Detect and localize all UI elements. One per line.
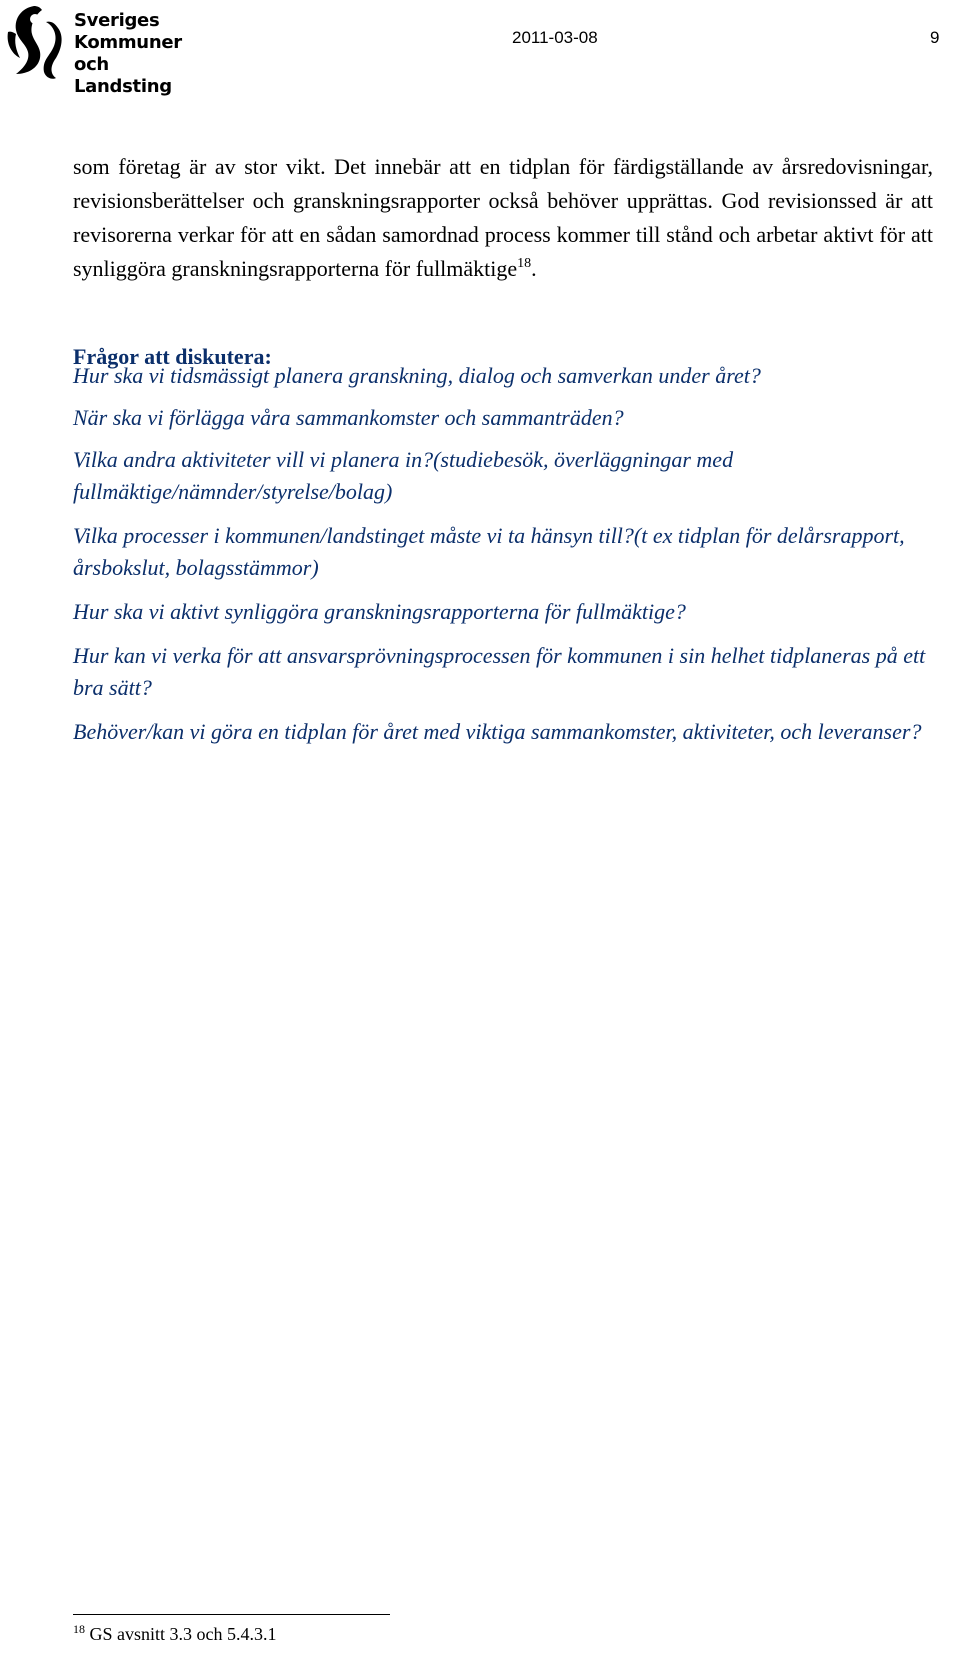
logo-wordmark <box>74 10 194 98</box>
question-item: Hur ska vi aktivt synliggöra granskningsrapporterna för fullmäktige? <box>73 599 686 624</box>
body-paragraph-text: som företag är av stor vikt. Det innebär att en tidplan för färdigställande av årsredovisningar, revisionsberättelser och granskningsrapporter också behöver upprättas. God revisionssed är att revisorerna verkar för att en sådan samordnad process kommer till stånd och arbetar aktivt för att synliggöra granskningsrapporterna för fullmäktige <box>73 154 933 281</box>
header-date: 2011-03-08 <box>512 28 598 47</box>
logo-line-2: Kommuner <box>74 32 182 53</box>
footnote <box>73 1622 277 1646</box>
question-item: Vilka andra aktiviteter vill vi planera in?(studiebesök, överläggningar med fullmäktige/nämnder/styrelse/bolag) <box>73 447 734 504</box>
page-number: 9 <box>930 28 940 47</box>
skl-logo <box>4 2 194 97</box>
footnote-separator <box>73 1614 390 1615</box>
questions-heading: Frågor att diskutera: <box>73 344 272 369</box>
footnote-reference: 18 <box>517 256 532 271</box>
question-item: Behöver/kan vi göra en tidplan för året med viktiga sammankomster, aktiviteter, och leveranser? <box>73 719 922 744</box>
question-item: Vilka processer i kommunen/landstinget måste vi ta hänsyn till?(t ex tidplan för delårsrapport, årsbokslut, bolagsstämmor) <box>73 523 905 580</box>
question-item: När ska vi förlägga våra sammankomster och sammanträden? <box>73 405 624 430</box>
logo-line-1: Sveriges <box>74 10 160 31</box>
footnote-text: GS avsnitt 3.3 och 5.4.3.1 <box>85 1624 277 1644</box>
skl-emblem-icon <box>4 2 66 82</box>
body-paragraph <box>73 150 933 286</box>
question-item: Hur kan vi verka för att ansvarsprövningsprocessen för kommunen i sin helhet tidplaneras på ett bra sätt? <box>73 643 926 700</box>
page-header <box>0 0 960 97</box>
body-paragraph-end: . <box>531 256 537 281</box>
question-item: Hur ska vi tidsmässigt planera granskning, dialog och samverkan under året? <box>73 363 761 388</box>
footnote-number: 18 <box>73 1622 85 1636</box>
logo-line-3: och Landsting <box>74 54 172 97</box>
